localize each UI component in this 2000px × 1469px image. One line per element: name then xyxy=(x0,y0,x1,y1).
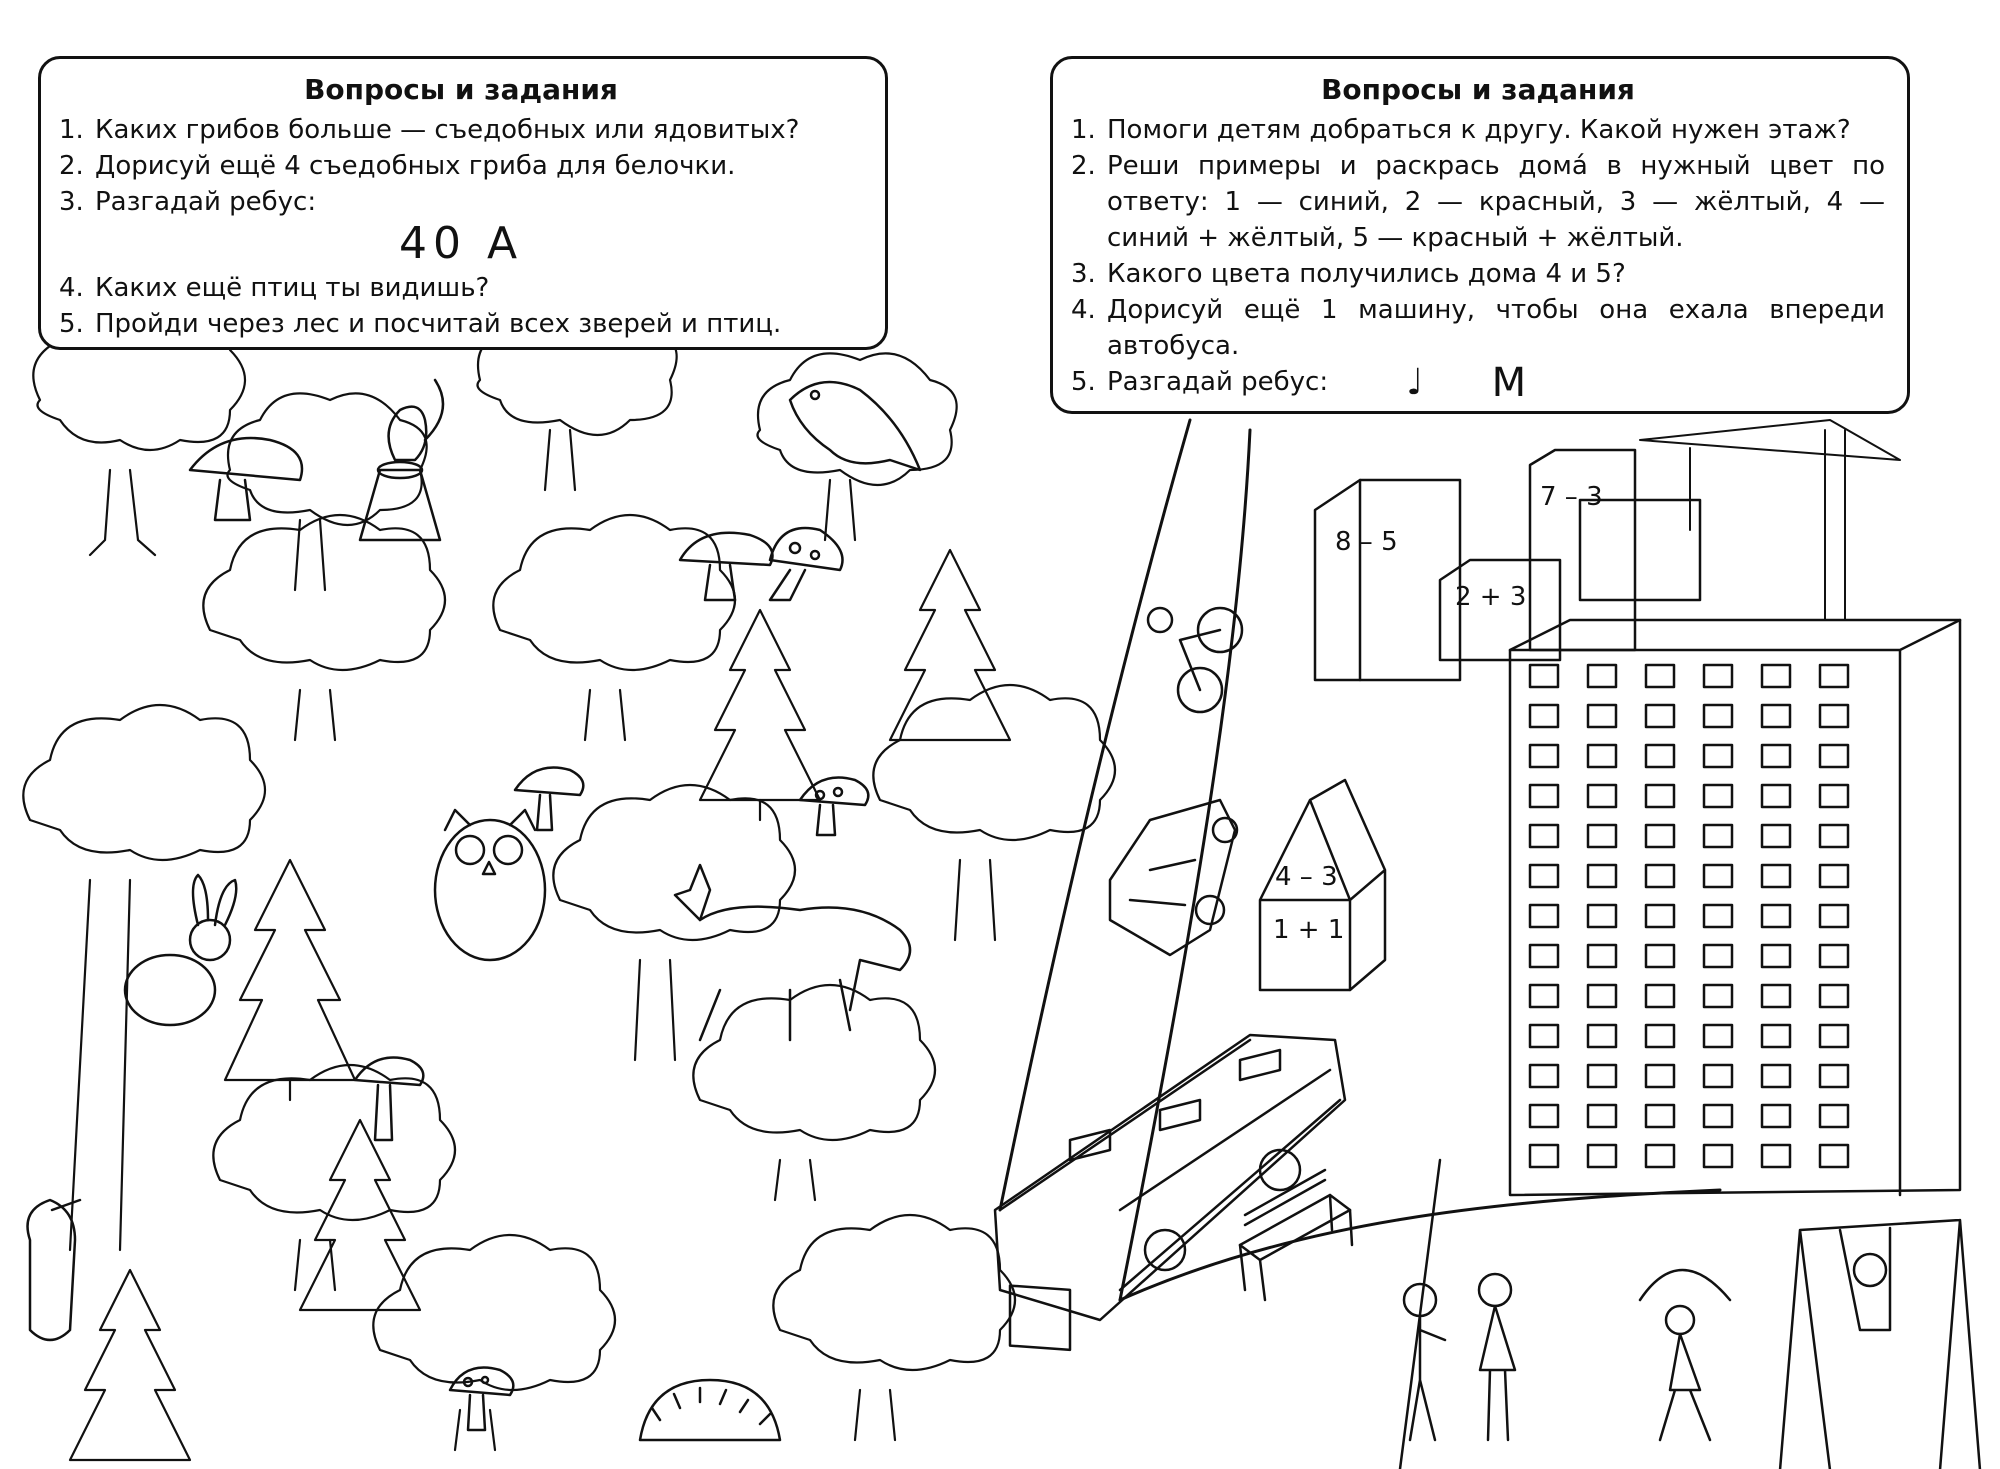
rebus-letter: М xyxy=(1491,359,1527,406)
question-text: Дорисуй ещё 1 машину, чтобы она ехала впереди автобуса. xyxy=(1107,295,1885,361)
building-window xyxy=(1530,1145,1558,1167)
building-window xyxy=(1530,825,1558,847)
building-window xyxy=(1588,865,1616,887)
building-window xyxy=(1762,665,1790,687)
bus xyxy=(995,1035,1345,1350)
tree xyxy=(773,1215,1015,1440)
building-window xyxy=(1704,785,1732,807)
question-number: 1. xyxy=(59,115,84,145)
house-back-left xyxy=(1315,480,1460,680)
building-window xyxy=(1588,1025,1616,1047)
house-crane-tower xyxy=(1580,500,1700,600)
label-b2 xyxy=(1540,482,1603,512)
child-jumping-rope xyxy=(1640,1270,1730,1440)
question-number: 5. xyxy=(1071,367,1096,397)
building-window xyxy=(1762,745,1790,767)
mushroom-edible xyxy=(355,1058,423,1141)
building-window xyxy=(1704,825,1732,847)
left-question-5 xyxy=(59,306,863,342)
left-question-1 xyxy=(59,112,863,148)
bird-crow xyxy=(790,382,920,470)
building-window xyxy=(1530,945,1558,967)
building-window xyxy=(1820,865,1848,887)
tree xyxy=(228,393,427,590)
building-window xyxy=(1820,705,1848,727)
building-window xyxy=(1530,865,1558,887)
right-question-3 xyxy=(1071,256,1885,292)
child-boy xyxy=(1404,1284,1445,1440)
music-note-icon: ♩ xyxy=(1406,361,1424,403)
forest xyxy=(23,295,1115,1460)
mushroom-edible xyxy=(190,438,302,520)
crane xyxy=(1640,420,1900,620)
tree xyxy=(553,785,795,1060)
swing-set xyxy=(1780,1220,1980,1469)
path-line xyxy=(1400,1160,1440,1469)
fir-tree xyxy=(225,860,355,1100)
left-question-4 xyxy=(59,270,863,306)
question-text: Разгадай ребус: xyxy=(95,187,317,217)
right-questions-list xyxy=(1071,112,1885,406)
building-window xyxy=(1762,1105,1790,1127)
building-window xyxy=(1762,825,1790,847)
right-questions-box xyxy=(1050,56,1910,414)
right-question-5 xyxy=(1071,359,1885,406)
building-window xyxy=(1588,1145,1616,1167)
building-window xyxy=(1820,1025,1848,1047)
building-windows xyxy=(1530,665,1848,1167)
question-number: 3. xyxy=(59,187,84,217)
bench xyxy=(1240,1170,1352,1300)
mushroom-edible xyxy=(680,533,773,600)
mushroom-toadstool xyxy=(800,778,868,836)
woodpecker xyxy=(28,1200,81,1340)
building-window xyxy=(1646,1145,1674,1167)
building-window xyxy=(1820,1105,1848,1127)
building-window xyxy=(1820,745,1848,767)
building-window xyxy=(1588,665,1616,687)
building-window xyxy=(1762,945,1790,967)
building-window xyxy=(1762,905,1790,927)
question-number: 1. xyxy=(1071,115,1096,145)
question-number: 5. xyxy=(59,309,84,339)
tree xyxy=(23,705,265,1250)
building-window xyxy=(1588,1065,1616,1087)
building-window xyxy=(1646,945,1674,967)
building-window xyxy=(1820,665,1848,687)
building-window xyxy=(1704,985,1732,1007)
building-window xyxy=(1530,665,1558,687)
building-window xyxy=(1762,1025,1790,1047)
mushroom-edible xyxy=(515,768,583,831)
right-question-4 xyxy=(1071,292,1885,364)
building-window xyxy=(1530,745,1558,767)
building-window xyxy=(1588,745,1616,767)
hare xyxy=(125,875,236,1025)
label-b5 xyxy=(1273,915,1344,945)
label-b3 xyxy=(1455,582,1526,612)
tree xyxy=(693,985,935,1200)
building-label-8-5: 8 – 5 xyxy=(1335,527,1398,557)
question-text: Каких грибов больше — съедобных или ядовитых? xyxy=(95,115,800,145)
building-window xyxy=(1646,825,1674,847)
building-window xyxy=(1820,1145,1848,1167)
building-window xyxy=(1588,905,1616,927)
building-window xyxy=(1588,705,1616,727)
building-window xyxy=(1762,865,1790,887)
building-window xyxy=(1704,665,1732,687)
building-window xyxy=(1588,985,1616,1007)
building-window xyxy=(1704,1145,1732,1167)
building-window xyxy=(1704,1065,1732,1087)
question-text: Реши примеры и раскрась домá в нужный цвет по ответу: 1 — синий, 2 — красный, 3 — жёлтый, 4 — синий + жёлтый, 5 — красный + жёлтый. xyxy=(1107,151,1885,253)
building-window xyxy=(1530,1025,1558,1047)
building-window xyxy=(1646,1105,1674,1127)
building-window xyxy=(1530,705,1558,727)
building-window xyxy=(1530,1065,1558,1087)
label-b4 xyxy=(1275,862,1338,892)
building-window xyxy=(1762,705,1790,727)
building-window xyxy=(1762,985,1790,1007)
building-window xyxy=(1646,785,1674,807)
building-label-2-3: 2 + 3 xyxy=(1455,582,1527,612)
label-b1 xyxy=(1335,527,1398,557)
fir-tree xyxy=(890,550,1010,740)
building-window xyxy=(1646,705,1674,727)
left-questions-list xyxy=(59,112,863,342)
building-label-7-3: 7 – 3 xyxy=(1540,482,1603,512)
building-window xyxy=(1646,985,1674,1007)
building-window xyxy=(1646,865,1674,887)
right-box-title: Вопросы и задания xyxy=(1321,73,1635,106)
question-number: 2. xyxy=(59,151,84,181)
left-question-3 xyxy=(59,184,863,220)
cyclist xyxy=(1148,608,1242,712)
building-window xyxy=(1646,1025,1674,1047)
building-window xyxy=(1762,1065,1790,1087)
question-number: 3. xyxy=(1071,259,1096,289)
building-window xyxy=(1588,785,1616,807)
building-window xyxy=(1588,1105,1616,1127)
owl xyxy=(435,810,545,960)
building-window xyxy=(1646,665,1674,687)
building-window xyxy=(1820,825,1848,847)
building-window xyxy=(1704,905,1732,927)
child-girl xyxy=(1479,1274,1515,1440)
hedgehog xyxy=(640,1380,780,1440)
building-window xyxy=(1820,1065,1848,1087)
tree xyxy=(493,515,735,740)
building-label-1-1: 1 + 1 xyxy=(1273,915,1345,945)
building-window xyxy=(1530,905,1558,927)
building-window xyxy=(1704,865,1732,887)
question-text xyxy=(1107,359,1885,406)
building-window xyxy=(1646,905,1674,927)
building-window xyxy=(1820,785,1848,807)
tree xyxy=(373,1235,615,1450)
tree xyxy=(758,353,957,540)
building-window xyxy=(1530,985,1558,1007)
building-window xyxy=(1704,745,1732,767)
building-window xyxy=(1820,905,1848,927)
building-window xyxy=(1530,1105,1558,1127)
left-box-title: Вопросы и задания xyxy=(304,73,618,106)
fir-tree xyxy=(70,1270,190,1460)
building-window xyxy=(1646,1065,1674,1087)
rebus-prompt: Разгадай ребус: xyxy=(1107,367,1329,397)
question-text: Пройди через лес и посчитай всех зверей и птиц. xyxy=(95,309,782,339)
left-questions-box xyxy=(38,56,888,350)
right-question-1 xyxy=(1071,112,1885,148)
question-text: Какого цвета получились дома 4 и 5? xyxy=(1107,259,1626,289)
building-window xyxy=(1704,1025,1732,1047)
apartment-building xyxy=(1510,620,1960,1195)
building-window xyxy=(1588,945,1616,967)
building-window xyxy=(1762,785,1790,807)
tree xyxy=(873,685,1115,940)
road xyxy=(1000,420,1250,1300)
question-text: Дорисуй ещё 4 съедобных гриба для белочки. xyxy=(95,151,736,181)
building-window xyxy=(1588,825,1616,847)
question-text: Помоги детям добраться к другу. Какой нужен этаж? xyxy=(1107,115,1851,145)
left-question-2 xyxy=(59,148,863,184)
question-number: 4. xyxy=(1071,295,1096,325)
building-window xyxy=(1530,785,1558,807)
car xyxy=(1110,800,1237,955)
building-window xyxy=(1704,1105,1732,1127)
question-number: 2. xyxy=(1071,151,1096,181)
fox xyxy=(675,865,910,1040)
building-window xyxy=(1820,985,1848,1007)
tree xyxy=(203,515,445,740)
building-window xyxy=(1704,705,1732,727)
right-question-2 xyxy=(1071,148,1885,256)
building-window xyxy=(1646,745,1674,767)
mushroom-toadstool xyxy=(770,528,843,600)
rebus-40-a: 40 А xyxy=(399,218,524,269)
building-label-4-3: 4 – 3 xyxy=(1275,862,1338,892)
question-text: Каких ещё птиц ты видишь? xyxy=(95,273,490,303)
building-window xyxy=(1762,1145,1790,1167)
building-window xyxy=(1820,945,1848,967)
building-window xyxy=(1704,945,1732,967)
question-number: 4. xyxy=(59,273,84,303)
